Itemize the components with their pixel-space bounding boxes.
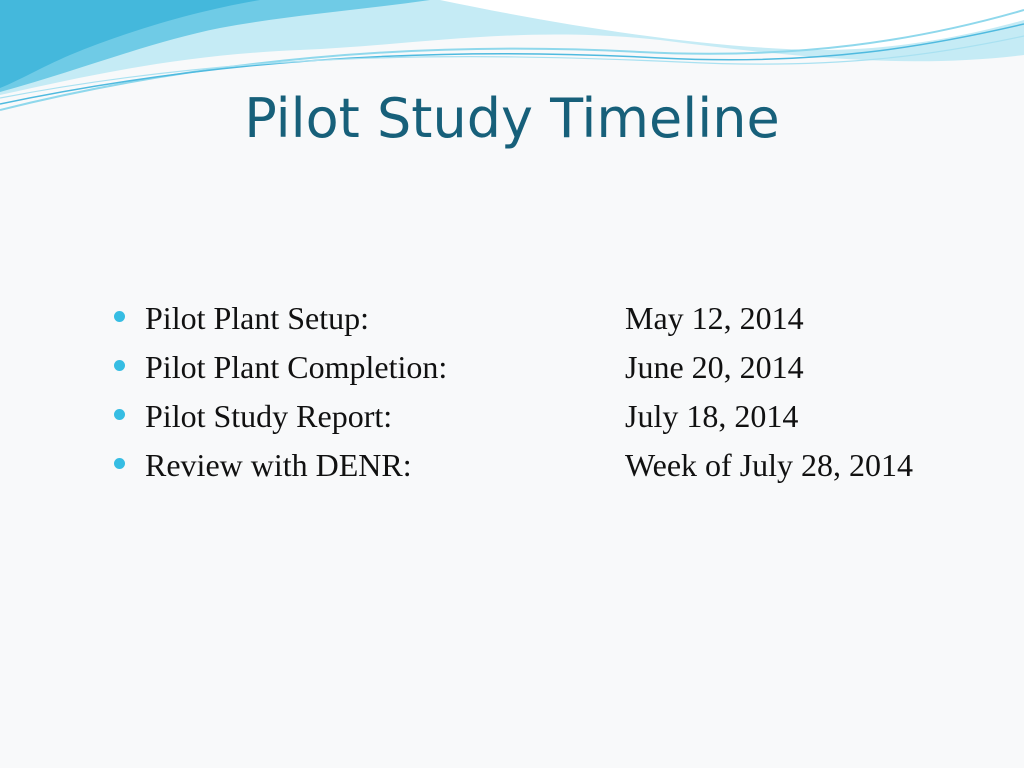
timeline-item xyxy=(112,345,992,394)
timeline-item-label: Pilot Plant Completion: xyxy=(145,349,448,385)
timeline-item-date: July 18, 2014 xyxy=(625,398,799,434)
timeline-item xyxy=(112,394,992,443)
timeline-item-label: Pilot Plant Setup: xyxy=(145,300,370,336)
bullet-icon xyxy=(114,458,125,469)
timeline-item-date: May 12, 2014 xyxy=(625,300,804,336)
timeline-item-label: Pilot Study Report: xyxy=(145,398,393,434)
bullet-icon xyxy=(114,311,125,322)
timeline-item xyxy=(112,296,992,345)
timeline-list xyxy=(112,296,992,492)
bullet-icon xyxy=(114,360,125,371)
timeline-item xyxy=(112,443,992,492)
timeline-item-date: June 20, 2014 xyxy=(625,349,804,385)
timeline-item-date: Week of July 28, 2014 xyxy=(625,447,914,483)
timeline-item-label: Review with DENR: xyxy=(145,447,412,483)
bullet-icon xyxy=(114,409,125,420)
slide-title: Pilot Study Timeline xyxy=(244,87,780,150)
